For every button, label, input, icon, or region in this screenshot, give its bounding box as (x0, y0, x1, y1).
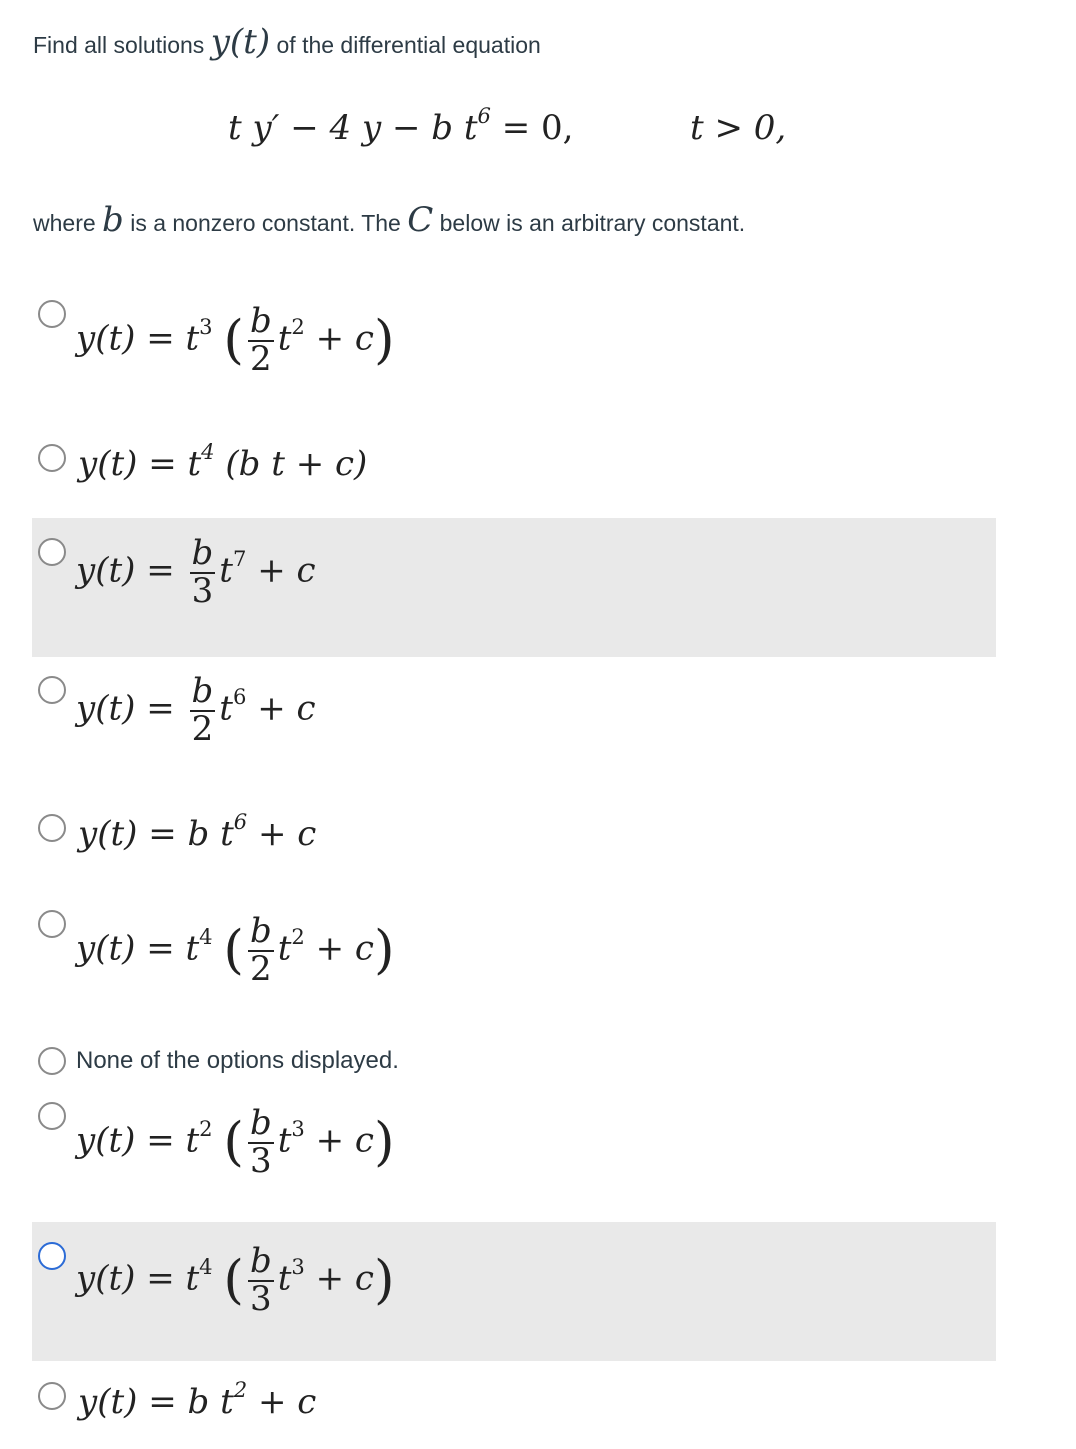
option-6-tail: + c (315, 928, 374, 969)
option-9-exp1: 4 (199, 1253, 213, 1279)
option-10-text: y(t) = b t (78, 1382, 234, 1422)
option-1-tail: + c (315, 318, 374, 359)
answer-option-3[interactable] (32, 533, 996, 636)
option-3-lhs: y(t) = (76, 550, 186, 591)
option-1-lhs: y(t) = t (76, 318, 200, 359)
option-1-numerator: b (249, 301, 272, 341)
option-5-tail: + c (247, 814, 317, 854)
prompt-intro-tail: of the differential equation (276, 32, 541, 58)
option-9-formula: $y(t) = t^4$ ( $\frac{b}{3}$ $t^3 + c$) (76, 1241, 395, 1319)
answer-option-1[interactable] (32, 296, 996, 386)
option-1-formula: $y(t) = t^3$ ( $\frac{b}{2}$ $t^2 + c$) (76, 301, 395, 379)
option-2-exp: 4 (201, 439, 215, 465)
equation-lhs: t y′ − 4 y − b t (228, 108, 478, 148)
option-2-radio[interactable] (38, 444, 66, 472)
option-9-lhs: y(t) = t (76, 1258, 200, 1299)
option-8-formula: $y(t) = t^2$ ( $\frac{b}{3}$ $t^3 + c$) (76, 1103, 395, 1181)
option-10-formula (78, 1377, 317, 1422)
differential-equation (228, 103, 574, 148)
option-1-exp2: 2 (291, 313, 305, 339)
option-5-radio[interactable] (38, 814, 66, 842)
option-2-tail: (b t + c) (214, 444, 368, 484)
option-4-numerator: b (191, 671, 214, 711)
option-1-exp1: 3 (199, 313, 213, 339)
option-6-exp2: 2 (291, 923, 305, 949)
answer-option-4[interactable] (32, 671, 996, 774)
option-9-numerator: b (249, 1241, 272, 1281)
option-3-radio[interactable] (38, 538, 66, 566)
option-10-exp: 2 (233, 1377, 248, 1403)
option-5-text: y(t) = b t (78, 814, 234, 854)
constant-c: C (407, 200, 434, 240)
option-9-radio[interactable] (38, 1242, 66, 1270)
option-2-text: y(t) = t (78, 444, 202, 484)
answer-option-6[interactable] (32, 906, 996, 996)
option-8-mid: t (277, 1120, 292, 1161)
option-6-formula: $y(t) = t^4$ ( $\frac{b}{2}$ $t^2 + c$) (76, 911, 395, 989)
option-8-radio[interactable] (38, 1102, 66, 1130)
option-1-denominator: 2 (248, 340, 274, 378)
option-4-formula (76, 671, 316, 749)
answer-option-8[interactable] (32, 1100, 996, 1190)
option-8-denominator: 3 (248, 1142, 274, 1180)
option-6-mid: t (277, 928, 292, 969)
option-5-exp: 6 (233, 809, 248, 835)
equation-rhs: = 0, (490, 108, 574, 148)
option-3-exp: 7 (232, 545, 247, 571)
question-where (33, 200, 745, 240)
option-9-tail: + c (315, 1258, 374, 1299)
option-8-lhs: y(t) = t (76, 1120, 200, 1161)
option-2-formula (78, 439, 368, 484)
answer-option-9[interactable] (32, 1240, 996, 1340)
option-4-tail: + c (257, 688, 316, 729)
option-5-formula (78, 809, 317, 854)
option-7-radio[interactable] (38, 1047, 66, 1075)
prompt-y-of-t: y(t) (210, 22, 271, 62)
answer-option-5[interactable] (32, 810, 996, 860)
where-text-mid: is a nonzero constant. The (130, 210, 401, 236)
question-prompt (33, 22, 541, 62)
option-3-tail: + c (257, 550, 316, 591)
equation-condition: t > 0, (690, 108, 787, 148)
answer-option-2[interactable] (32, 440, 996, 490)
option-8-tail: + c (315, 1120, 374, 1161)
constant-b: b (102, 200, 124, 240)
option-8-numerator: b (249, 1103, 272, 1143)
equation-exponent: 6 (477, 103, 491, 129)
option-9-exp2: 3 (291, 1253, 305, 1279)
option-3-mid: t (219, 550, 233, 591)
option-8-exp2: 3 (291, 1115, 305, 1141)
option-10-radio[interactable] (38, 1382, 66, 1410)
option-4-exp: 6 (232, 683, 247, 709)
option-8-exp1: 2 (199, 1115, 213, 1141)
option-9-mid: t (277, 1258, 292, 1299)
option-6-exp1: 4 (199, 923, 213, 949)
option-6-radio[interactable] (38, 910, 66, 938)
prompt-intro: Find all solutions (33, 32, 205, 58)
option-3-denominator: 3 (190, 572, 216, 610)
option-1-mid: t (277, 318, 292, 359)
option-7-text: None of the options displayed. (76, 1047, 399, 1074)
option-3-numerator: b (191, 533, 214, 573)
where-text: where (33, 210, 96, 236)
where-text-tail: below is an arbitrary constant. (439, 210, 746, 236)
option-6-numerator: b (249, 911, 272, 951)
option-6-denominator: 2 (248, 950, 274, 988)
answer-option-10[interactable] (32, 1378, 996, 1428)
option-9-denominator: 3 (248, 1280, 274, 1318)
option-4-mid: t (219, 688, 233, 729)
option-4-radio[interactable] (38, 676, 66, 704)
option-4-lhs: y(t) = (76, 688, 186, 729)
option-1-radio[interactable] (38, 300, 66, 328)
option-4-denominator: 2 (190, 710, 216, 748)
option-10-tail: + c (247, 1382, 317, 1422)
option-6-lhs: y(t) = t (76, 928, 200, 969)
answer-option-7[interactable] (32, 1043, 996, 1083)
option-3-formula (76, 533, 316, 611)
